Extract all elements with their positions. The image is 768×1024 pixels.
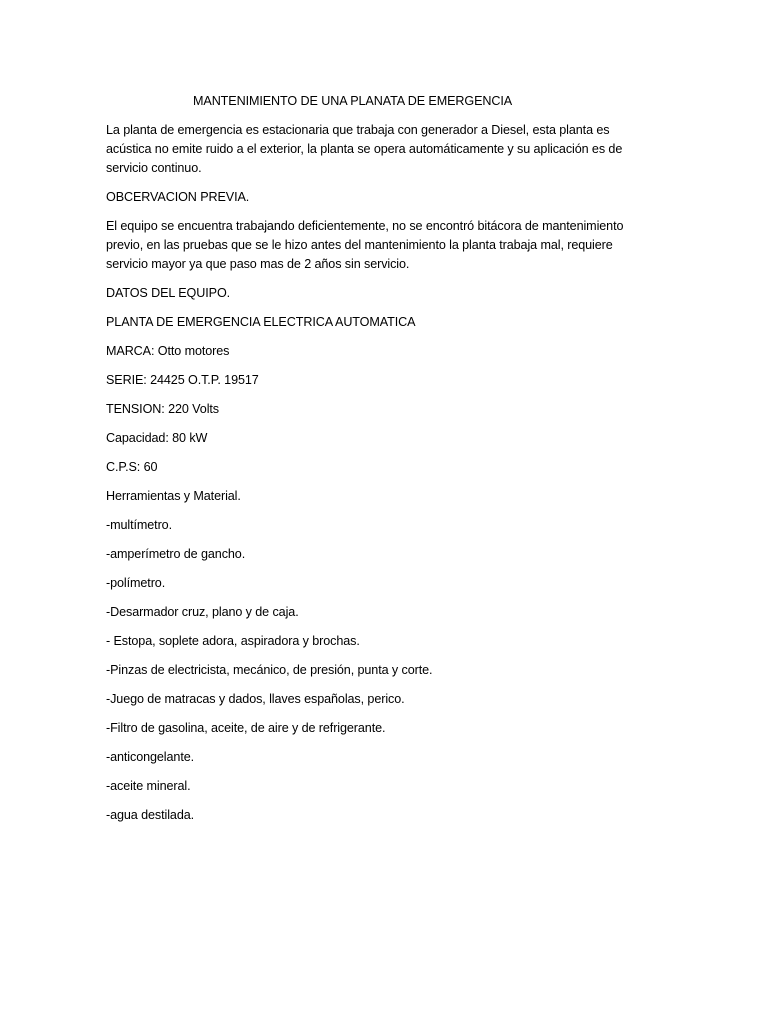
herramientas-item: -agua destilada. bbox=[106, 808, 195, 822]
herramientas-item: -Pinzas de electricista, mecánico, de presión, punta y corte. bbox=[106, 663, 433, 677]
observacion-line: El equipo se encuentra trabajando deficientemente, no se encontró bitácora de mantenimiento bbox=[106, 219, 624, 233]
datos-item: SERIE: 24425 O.T.P. 19517 bbox=[106, 373, 259, 387]
herramientas-item: -polímetro. bbox=[106, 576, 166, 590]
datos-item: PLANTA DE EMERGENCIA ELECTRICA AUTOMATICA bbox=[106, 315, 416, 329]
herramientas-item: -Desarmador cruz, plano y de caja. bbox=[106, 605, 299, 619]
herramientas-item: -multímetro. bbox=[106, 518, 172, 532]
observacion-heading: OBCERVACION PREVIA. bbox=[106, 190, 250, 204]
herramientas-item: -amperímetro de gancho. bbox=[106, 547, 246, 561]
datos-heading: DATOS DEL EQUIPO. bbox=[106, 286, 231, 300]
intro-line: acústica no emite ruido a el exterior, la planta se opera automáticamente y su aplicación es de bbox=[106, 142, 623, 156]
datos-item: TENSION: 220 Volts bbox=[106, 402, 219, 416]
herramientas-item: -Filtro de gasolina, aceite, de aire y de refrigerante. bbox=[106, 721, 386, 735]
document-title: MANTENIMIENTO DE UNA PLANATA DE EMERGENCIA bbox=[193, 94, 513, 108]
intro-line: servicio continuo. bbox=[106, 161, 202, 175]
datos-item: Capacidad: 80 kW bbox=[106, 431, 208, 445]
datos-item: MARCA: Otto motores bbox=[106, 344, 230, 358]
intro-line: La planta de emergencia es estacionaria que trabaja con generador a Diesel, esta planta es bbox=[106, 123, 610, 137]
herramientas-item: -Juego de matracas y dados, llaves españolas, perico. bbox=[106, 692, 405, 706]
herramientas-item: -anticongelante. bbox=[106, 750, 195, 764]
herramientas-item: -aceite mineral. bbox=[106, 779, 191, 793]
observacion-line: previo, en las pruebas que se le hizo antes del mantenimiento la planta trabaja mal, requiere bbox=[106, 238, 613, 252]
herramientas-heading: Herramientas y Material. bbox=[106, 489, 241, 503]
herramientas-item: - Estopa, soplete adora, aspiradora y brochas. bbox=[106, 634, 360, 648]
observacion-line: servicio mayor ya que paso mas de 2 años sin servicio. bbox=[106, 257, 410, 271]
datos-item: C.P.S: 60 bbox=[106, 460, 158, 474]
